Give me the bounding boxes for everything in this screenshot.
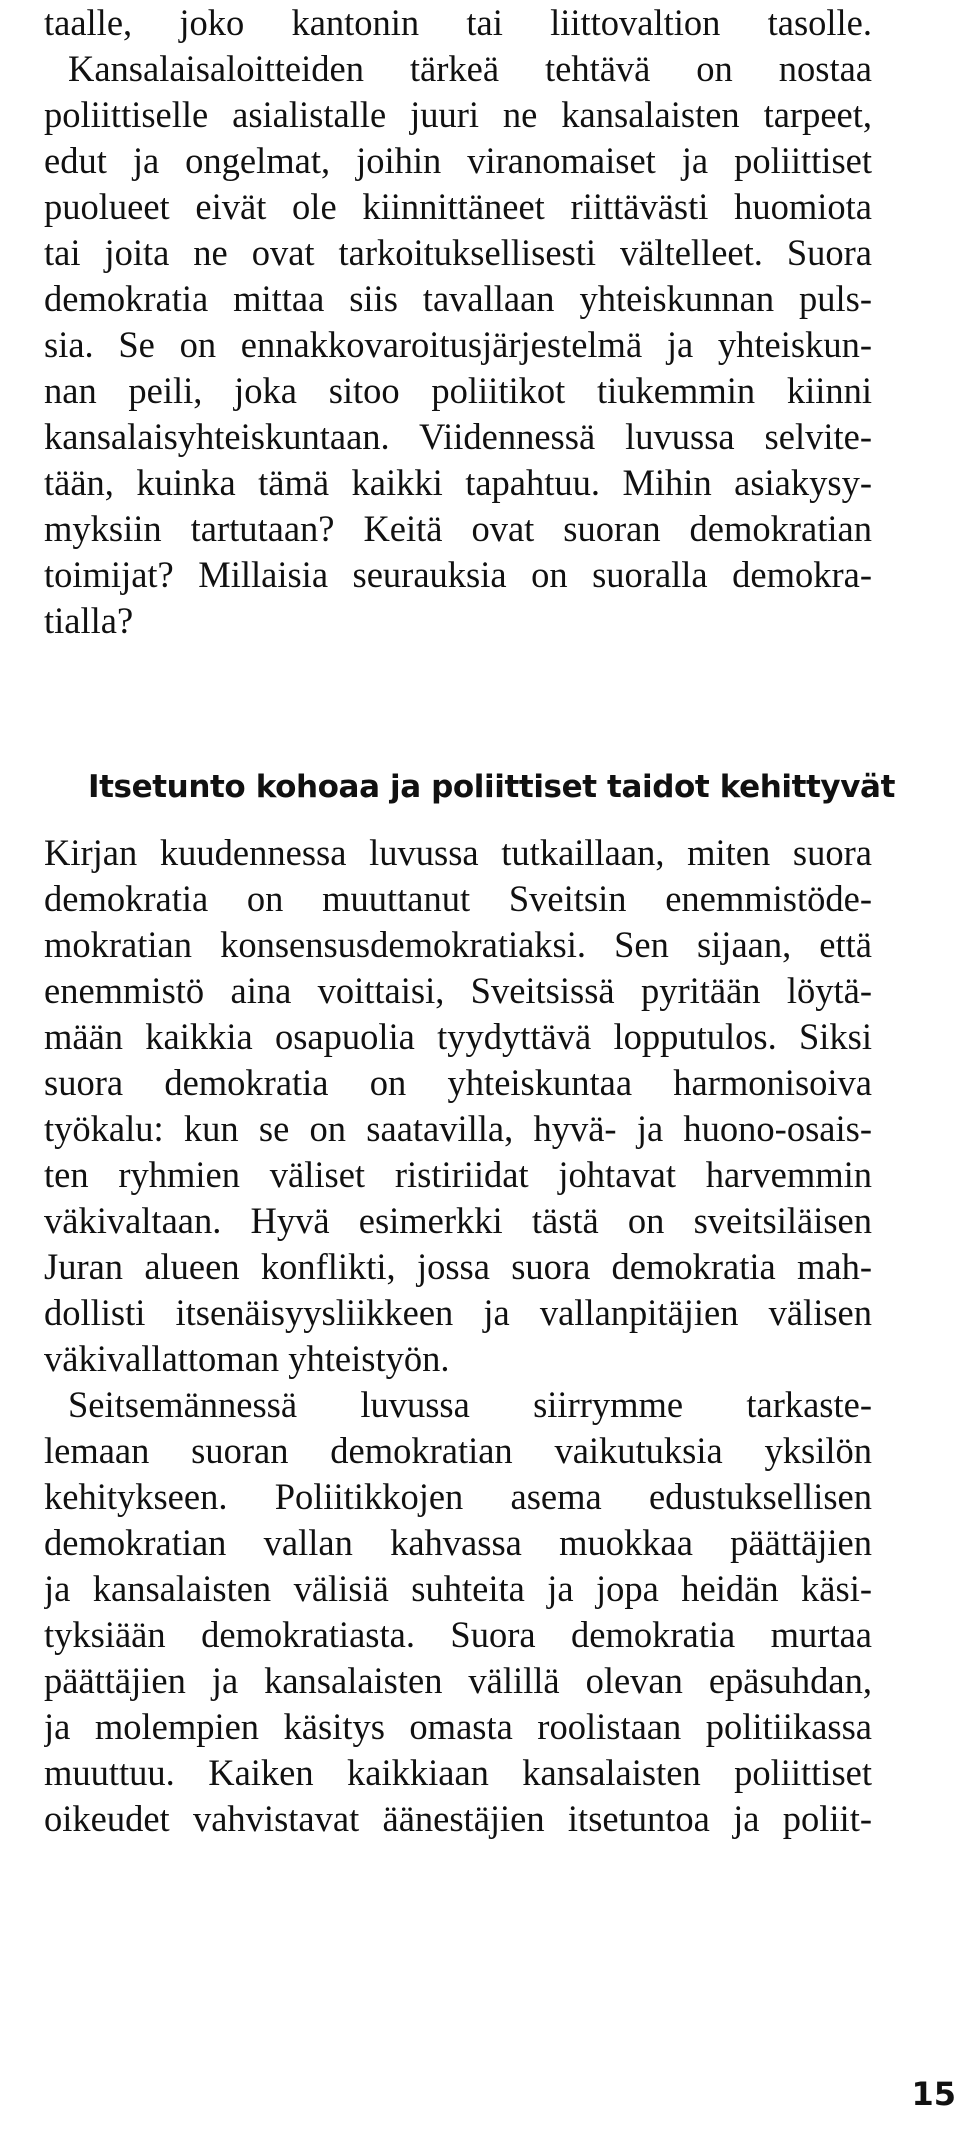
text-line: dollisti itsenäisyysliikkeen ja vallanpitäjien välisen [44,1292,872,1333]
text-line: suora demokratia on yhteiskuntaa harmonisoiva [44,1062,872,1103]
text-line: toimijat? Millaisia seurauksia on suoralla demokra- [44,554,872,595]
text-line: muuttuu. Kaiken kaikkiaan kansalaisten poliittiset [44,1752,872,1793]
text-line: mään kaikkia osapuolia tyydyttävä lopputulos. Siksi [44,1016,872,1057]
text-line: tai joita ne ovat tarkoituksellisesti vältelleet. Suora [44,232,872,273]
text-line: nan peili, joka sitoo poliitikot tiukemmin kiinni [44,370,872,411]
text-line: poliittiselle asialistalle juuri ne kansalaisten tarpeet, [44,94,872,135]
text-line: väkivallattoman yhteistyön. [44,1338,450,1379]
text-line: ja kansalaisten välisiä suhteita ja jopa heidän käsi- [44,1568,872,1609]
page-number: 15 [911,2075,956,2113]
text-line: lemaan suoran demokratian vaikutuksia yksilön [44,1430,872,1471]
text-line: ja molempien käsitys omasta roolistaan politiikassa [44,1706,872,1747]
section-heading: Itsetunto kohoaa ja poliittiset taidot kehittyvät [88,769,895,805]
text-line: Seitsemännessä luvussa siirrymme tarkaste- [68,1384,872,1425]
text-line: Juran alueen konflikti, jossa suora demokratia mah- [44,1246,872,1287]
text-line: edut ja ongelmat, joihin viranomaiset ja poliittiset [44,140,872,181]
text-line: työkalu: kun se on saatavilla, hyvä- ja huono-osais- [44,1108,872,1149]
text-line: tialla? [44,600,134,641]
text-line: päättäjien ja kansalaisten välillä olevan epäsuhdan, [44,1660,872,1701]
text-line: myksiin tartutaan? Keitä ovat suoran demokratian [44,508,872,549]
text-line: enemmistö aina voittaisi, Sveitsissä pyritään löytä- [44,970,872,1011]
text-line: puolueet eivät ole kiinnittäneet riittävästi huomiota [44,186,872,227]
body-text-bottom [44,830,872,1842]
text-line: taalle, joko kantonin tai liittovaltion tasolle. [44,2,872,43]
text-line: demokratian vallan kahvassa muokkaa päättäjien [44,1522,872,1563]
body-text-top [44,0,872,644]
text-line: kehitykseen. Poliitikkojen asema edustuksellisen [44,1476,872,1517]
text-line: sia. Se on ennakkovaroitusjärjestelmä ja yhteiskun- [44,324,872,365]
text-line: tään, kuinka tämä kaikki tapahtuu. Mihin asiakysy- [44,462,872,503]
text-line: demokratia on muuttanut Sveitsin enemmistöde- [44,878,872,919]
text-line: oikeudet vahvistavat äänestäjien itsetuntoa ja poliit- [44,1798,872,1839]
text-line: demokratia mittaa siis tavallaan yhteiskunnan puls- [44,278,872,319]
text-line: mokratian konsensusdemokratiaksi. Sen sijaan, että [44,924,872,965]
text-line: väkivaltaan. Hyvä esimerkki tästä on sveitsiläisen [44,1200,872,1241]
text-line: Kansalaisaloitteiden tärkeä tehtävä on nostaa [68,48,872,89]
text-line: ten ryhmien väliset ristiriidat johtavat harvemmin [44,1154,872,1195]
text-line: Kirjan kuudennessa luvussa tutkaillaan, miten suora [44,832,872,873]
text-line: kansalaisyhteiskuntaan. Viidennessä luvussa selvite- [44,416,872,457]
text-line: tyksiään demokratiasta. Suora demokratia murtaa [44,1614,872,1655]
